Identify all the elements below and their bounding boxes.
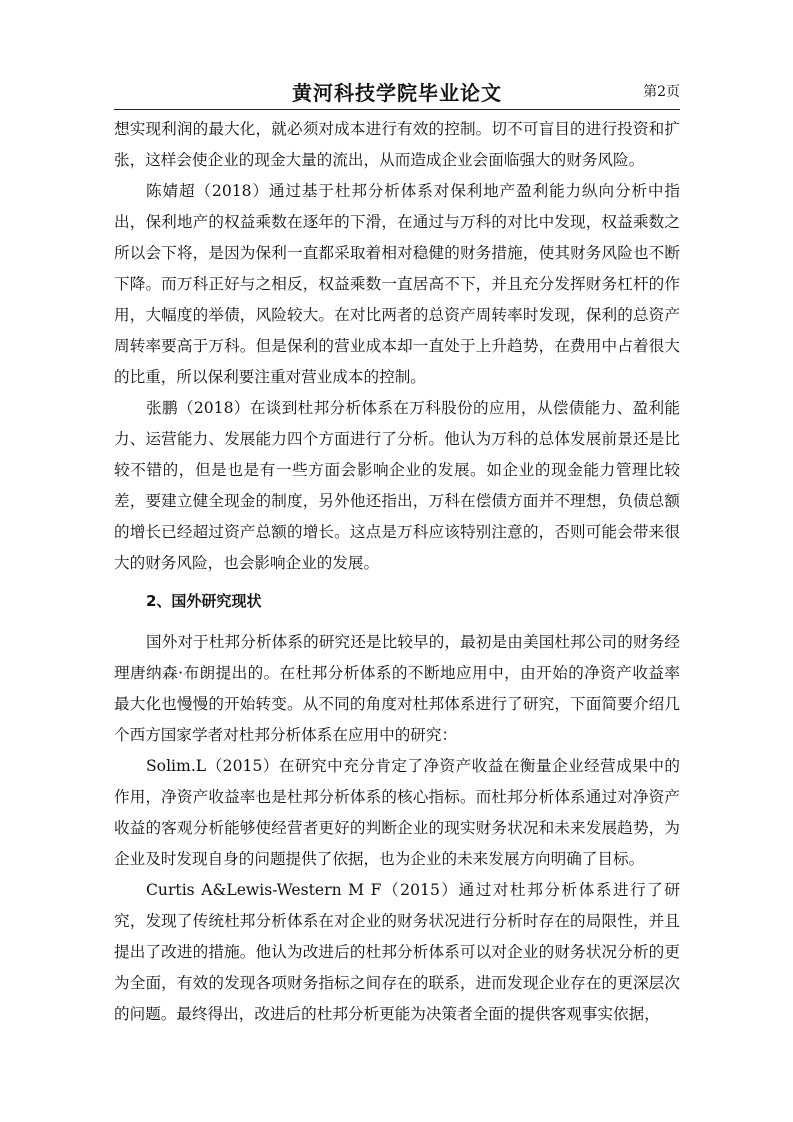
thesis-title: 黄河科技学院毕业论文	[292, 81, 502, 105]
paragraph-zhang-peng: 张鹏（2018）在谈到杜邦分析体系在万科股份的应用，从偿债能力、盈利能力、运营能力、发展能力四个方面进行了分析。他认为万科的总体发展前景还是比较不错的，但是也是有一些方面会影响企业的发展。如企业的现金能力管理比较差，要建立健全现金的制度，另外他还指出，万科在偿债方面并不理想，负债总额的增长已经超过资产总额的增长。这点是万科应该特别注意的，否则可能会带来很大的财务风险，也会影响企业的发展。	[114, 399, 680, 572]
document-body	[114, 114, 680, 1030]
page-number: 第2页	[643, 84, 680, 100]
paragraph-solim: Solim.L（2015）在研究中充分肯定了净资产收益在衡量企业经营成果中的作用，净资产收益率也是杜邦分析体系的核心指标。而杜邦分析体系通过对净资产收益的客观分析能够使经营者更好的判断企业的现实财务状况和未来发展趋势，为企业及时发现自身的问题提供了依据，也为企业的未来发展方向明确了目标。	[114, 757, 680, 868]
paragraph-curtis: Curtis A&Lewis-Western M F（2015）通过对杜邦分析体系进行了研究，发现了传统杜邦分析体系在对企业的财务状况进行分析时存在的局限性，并且提出了改进的措施。他认为改进后的杜邦分析体系可以对企业的财务状况分析的更为全面，有效的发现各项财务指标之间存在的联系，进而发现企业存在的更深层次的问题。最终得出，改进后的杜邦分析更能为决策者全面的提供客观事实依据，	[114, 881, 680, 1023]
paragraph-foreign-intro: 国外对于杜邦分析体系的研究还是比较早的，最初是由美国杜邦公司的财务经理唐纳森·布朗提出的。在杜邦分析体系的不断地应用中，由开始的净资产收益率最大化也慢慢的开始转变。从不同的角度对杜邦体系进行了研究，下面简要介绍几个西方国家学者对杜邦分析体系在应用中的研究：	[114, 633, 680, 744]
section-heading-foreign-research: 2、国外研究现状	[146, 592, 262, 610]
page-header	[114, 75, 680, 110]
document-page	[114, 0, 680, 1122]
paragraph-chen-jingchao: 陈婧超（2018）通过基于杜邦分析体系对保利地产盈利能力纵向分析中指出，保利地产的权益乘数在逐年的下滑，在通过与万科的对比中发现，权益乘数之所以会下将，是因为保利一直都采取着相对稳健的财务措施，使其财务风险也不断下降。而万科正好与之相反，权益乘数一直居高不下，并且充分发挥财务杠杆的作用，大幅度的举债，风险较大。在对比两者的总资产周转率时发现，保利的总资产周转率要高于万科。但是保利的营业成本却一直处于上升趋势，在费用中占着很大的比重，所以保利要注重对营业成本的控制。	[114, 182, 680, 386]
paragraph-continuation: 想实现利润的最大化，就必须对成本进行有效的控制。切不可盲目的进行投资和扩张，这样会使企业的现金大量的流出，从而造成企业会面临强大的财务风险。	[114, 120, 680, 169]
